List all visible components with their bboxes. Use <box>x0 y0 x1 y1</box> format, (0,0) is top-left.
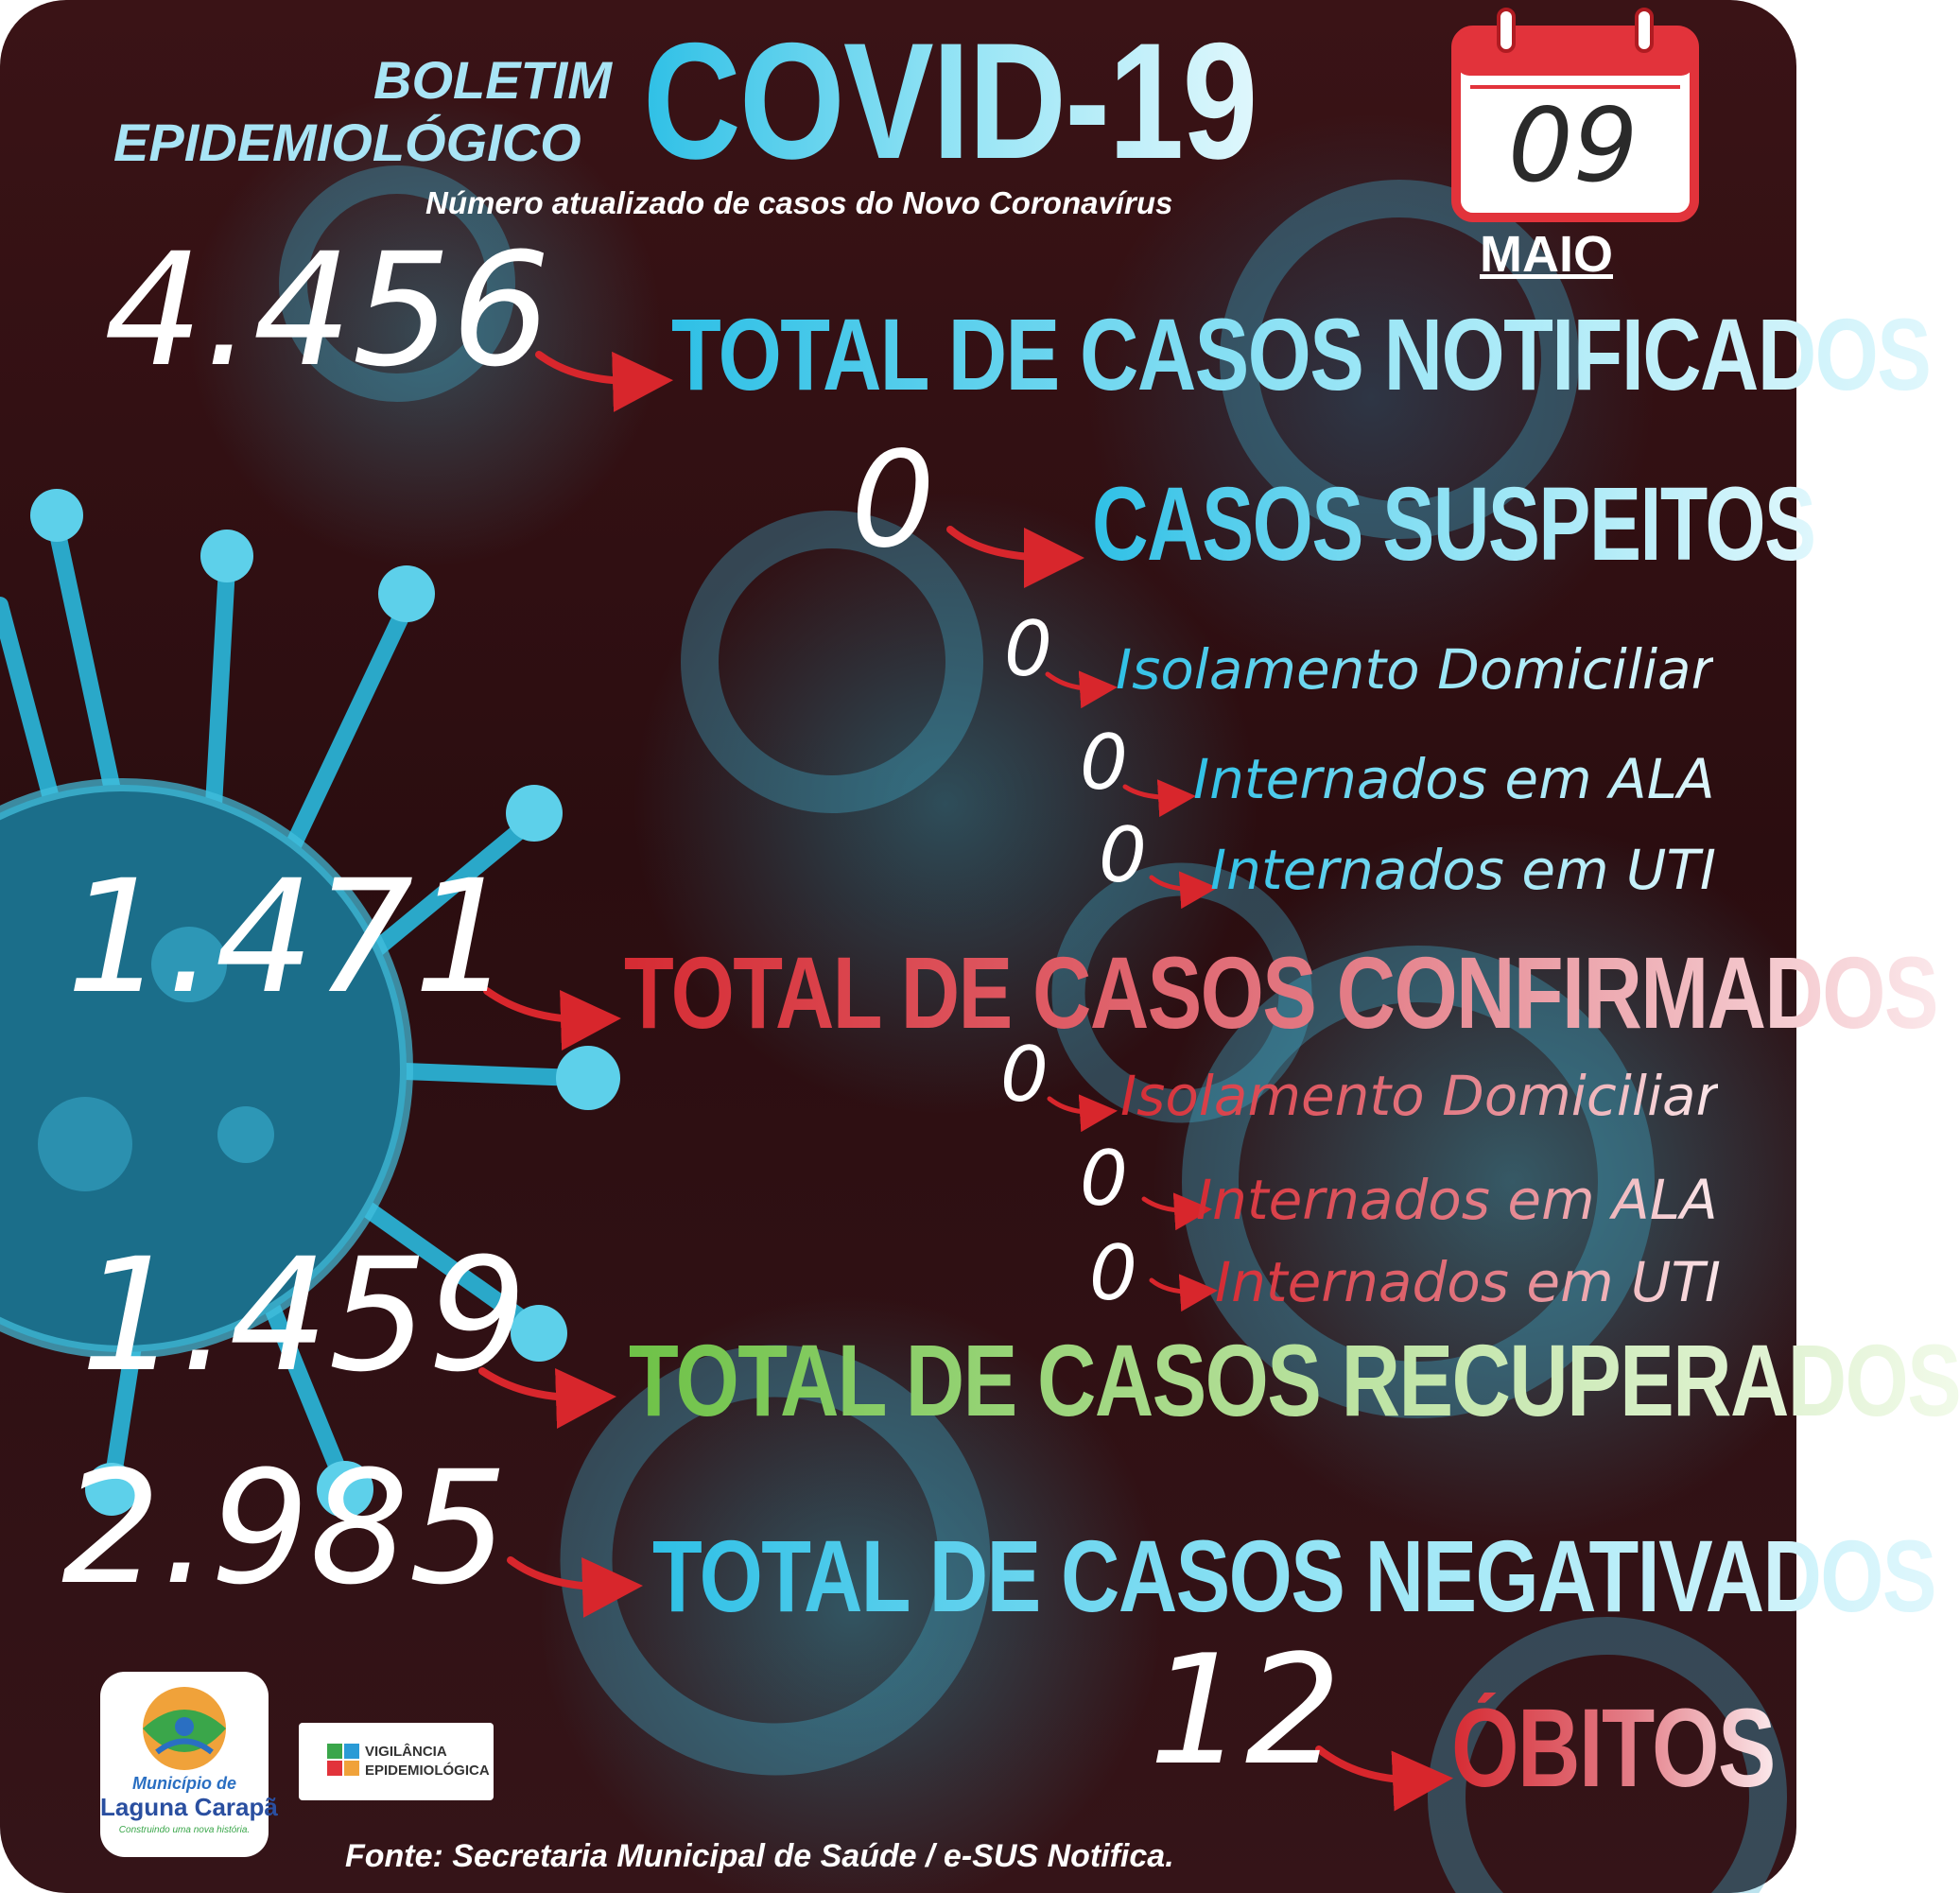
arrow-icon <box>1144 1199 1193 1210</box>
arrow-icon <box>1152 1280 1199 1292</box>
arrow-icon <box>1125 787 1177 797</box>
arrow-icon <box>1048 674 1099 688</box>
date-month: MAIO <box>1480 226 1613 283</box>
recuperados-label: TOTAL DE CASOS RECUPERADOS <box>629 1323 1960 1437</box>
notificados-value: 4.456 <box>104 219 551 401</box>
confirmados-value: 1.471 <box>66 846 513 1028</box>
suspeitos-ala-value: 0 <box>1080 719 1128 807</box>
vigilancia-line2: EPIDEMIOLÓGICA <box>365 1763 490 1779</box>
confirmados-uti-label: Internados em UTI <box>1215 1250 1721 1314</box>
obitos-value: 12 <box>1149 1622 1342 1798</box>
municipality-emblem-icon <box>100 1672 269 1776</box>
vigilancia-logo <box>299 1723 494 1800</box>
suspeitos-ala-label: Internados em ALA <box>1193 747 1715 811</box>
confirmados-label: TOTAL DE CASOS CONFIRMADOS <box>624 935 1937 1050</box>
confirmados-uti-value: 0 <box>1089 1229 1137 1317</box>
confirmados-ala-value: 0 <box>1080 1135 1128 1223</box>
page-subtitle: Número atualizado de casos do Novo Coronavírus <box>425 185 1173 220</box>
date-day: 09 <box>1508 87 1639 205</box>
municipality-slogan: Construindo uma nova história. <box>118 1825 251 1835</box>
arrow-icon <box>950 530 1054 558</box>
source-footer: Fonte: Secretaria Municipal de Saúde / e-SUS Notifica. <box>345 1838 1174 1874</box>
suspeitos-uti-value: 0 <box>1099 811 1147 899</box>
obitos-label: ÓBITOS <box>1451 1686 1775 1811</box>
page-title: COVID-19 <box>643 9 1257 194</box>
bulletin-label-line2: EPIDEMIOLÓGICO <box>113 113 581 172</box>
confirmados-isolamento-label: Isolamento Domiciliar <box>1120 1064 1719 1128</box>
arrow-icon <box>1049 1099 1099 1112</box>
confirmados-isolamento-value: 0 <box>1000 1031 1049 1119</box>
arrow-icon <box>511 1560 613 1587</box>
arrow-icon <box>1152 877 1199 889</box>
negativados-label: TOTAL DE CASOS NEGATIVADOS <box>652 1519 1935 1633</box>
confirmados-ala-label: Internados em ALA <box>1196 1168 1718 1232</box>
negativados-value: 2.985 <box>61 1437 509 1619</box>
suspeitos-uti-label: Internados em UTI <box>1210 838 1716 902</box>
suspeitos-isolamento-value: 0 <box>1004 605 1052 693</box>
notificados-label: TOTAL DE CASOS NOTIFICADOS <box>671 297 1931 411</box>
arrow-icon <box>539 355 643 381</box>
vigilancia-line1: VIGILÂNCIA <box>365 1744 447 1760</box>
suspeitos-value: 0 <box>851 424 936 578</box>
municipality-name-line2: Laguna Carapã <box>100 1793 278 1821</box>
suspeitos-label: CASOS SUSPEITOS <box>1092 466 1815 582</box>
municipality-name-line1: Município de <box>132 1774 236 1793</box>
suspeitos-isolamento-label: Isolamento Domiciliar <box>1116 637 1714 702</box>
recuperados-value: 1.459 <box>80 1224 528 1406</box>
municipality-logo <box>100 1672 278 1857</box>
bulletin-label-line1: BOLETIM <box>373 50 612 110</box>
vigilancia-icon <box>327 1744 365 1781</box>
